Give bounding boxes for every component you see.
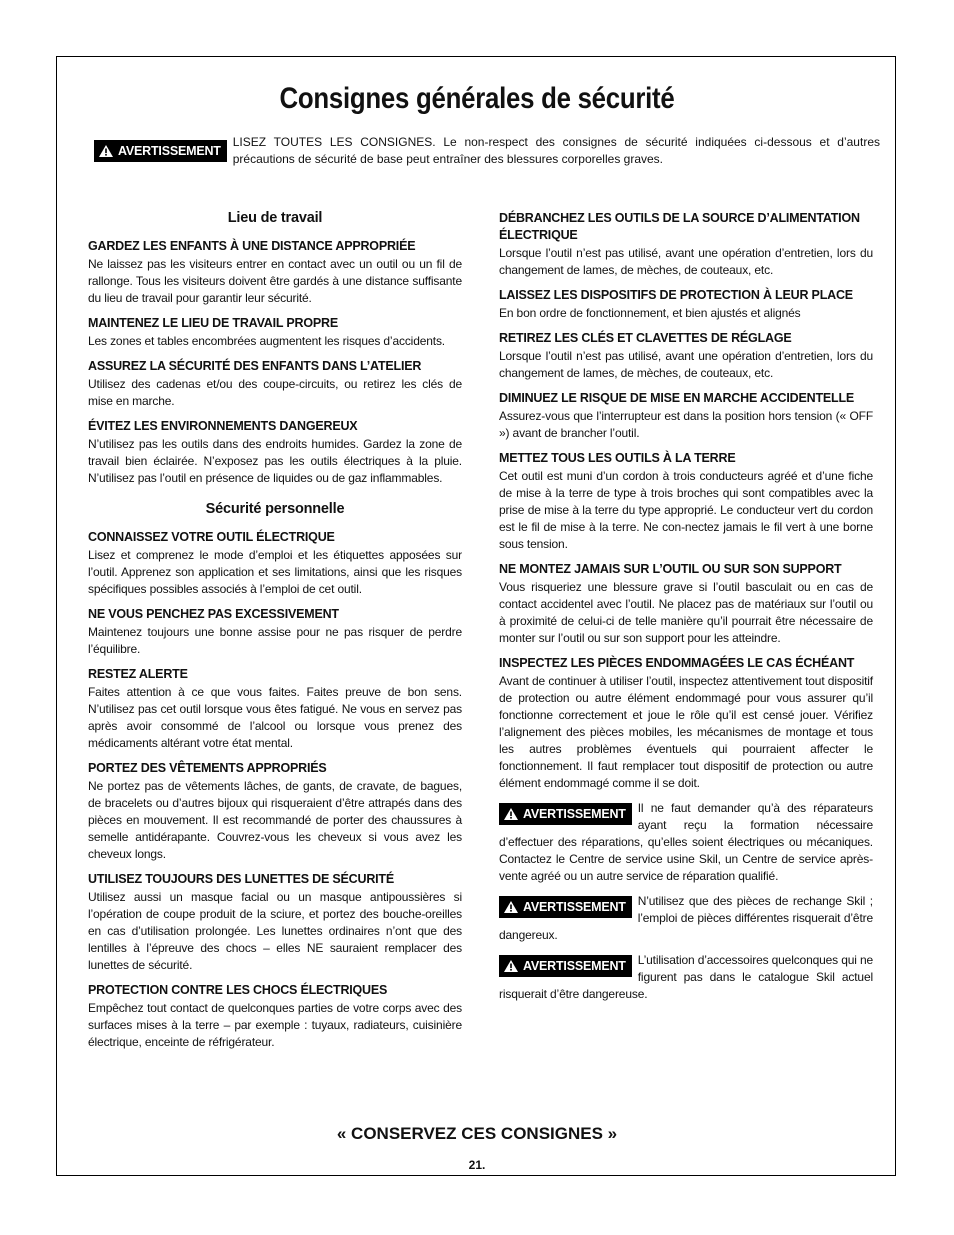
section-block: [499, 450, 873, 553]
warning-badge: [499, 955, 632, 977]
section-heading: INSPECTEZ LES PIÈCES ENDOMMAGÉES LE CAS ÉCHÉANT: [499, 656, 855, 670]
section-text: Utilisez aussi un masque facial ou un masque antipoussières si l’opération de coupe produit de la sciure, et portez des bouche-oreilles en cas d’utilisation prolongée. Les lunettes ordinaires n’ont que des lentilles à l’épreuve des chocs – elles NE sauraient remplacer des lunettes de sécurité.: [88, 890, 462, 972]
section-text: Assurez-vous que l’interrupteur est dans la position hors tension (« OFF ») avant de brancher l’outil.: [499, 409, 873, 440]
section-heading: RESTEZ ALERTE: [88, 667, 188, 681]
section-block: [88, 358, 462, 410]
section-text: Vous risqueriez une blessure grave si l’outil basculait ou en cas de contact accidentel avec l’outil. Ne placez pas de matériaux sur l’outil ou à proximité de celui-ci de telle manière qu’il pourrait être nécessaire de monter sur l’outil ou sur son support pour les atteindre.: [499, 580, 873, 645]
warning-text: Il ne faut demander qu’à des réparateurs ayant reçu la formation nécessaire d’effectuer des réparations, qu’elles soient électriques ou mécaniques. Contactez le Centre de service usine Skil, un Centre de service après-vente agréé ou un autre service de réparation qualifié.: [499, 801, 873, 883]
warning-box: [499, 800, 873, 885]
warning-triangle-icon: [504, 960, 518, 972]
section-text: Cet outil est muni d’un cordon à trois conducteurs agréé et d’une fiche de mise à la terre de type à trois broches qui sont compatibles avec la prise de mise à la terre du type approprié. Le conducteur vert du cordon est le fil de mise à la terre. Ne con-nectez jamais le fil vert à une borne sous tension.: [499, 469, 873, 551]
section-block: [499, 287, 873, 322]
section-block: [499, 655, 873, 792]
page-title: Consignes générales de sécurité: [279, 82, 675, 115]
section-text: Lisez et comprenez le mode d’emploi et les étiquettes apposées sur l’outil. Apprenez son application et ses limitations, ainsi que les risques spécifiques possibles associés à l’emploi de cet outil.: [88, 548, 462, 596]
section-heading: ÉVITEZ LES ENVIRONNEMENTS DANGEREUX: [88, 419, 358, 433]
section-block: [88, 238, 462, 307]
right-column: [499, 210, 873, 1009]
section-heading: LAISSEZ LES DISPOSITIFS DE PROTECTION À LEUR PLACE: [499, 288, 853, 302]
section-text: Maintenez toujours une bonne assise pour ne pas risquer de perdre l’équilibre.: [88, 625, 462, 656]
section-text: Lorsque l’outil n’est pas utilisé, avant une opération d’entretien, lors du changement de lames, de mèches, de couteaux, etc.: [499, 349, 873, 380]
section-block: [499, 561, 873, 647]
section-text: Empêchez tout contact de quelconques parties de votre corps avec des surfaces mises à la terre – par exemple : tuyaux, radiateurs, cuisinière électrique, enceinte de réfrigérateur.: [88, 1001, 462, 1049]
heading-work-area: Lieu de travail: [227, 210, 323, 226]
section-heading: RETIREZ LES CLÉS ET CLAVETTES DE RÉGLAGE: [499, 331, 792, 345]
section-text: Faites attention à ce que vous faites. Faites preuve de bon sens. N’utilisez pas cet outil lorsque vous êtes fatigué. Ne vous en servez pas après avoir consommé de l’alcool ou lorsque vous prenez des médicaments altérant votre état mental.: [88, 685, 462, 750]
section-heading: METTEZ TOUS LES OUTILS À LA TERRE: [499, 451, 736, 465]
section-block: [88, 315, 462, 350]
section-block: [499, 210, 873, 279]
section-text: N’utilisez pas les outils dans des endroits humides. Gardez la zone de travail bien éclairée. N’exposez pas les outils électriques à la pluie. N’utilisez pas l’outil en présence de liquides ou de gaz inflammables.: [88, 437, 462, 485]
section-heading: PORTEZ DES VÊTEMENTS APPROPRIÉS: [88, 761, 327, 775]
section-heading: NE MONTEZ JAMAIS SUR L’OUTIL OU SUR SON SUPPORT: [499, 562, 842, 576]
warning-box: [499, 952, 873, 1003]
warning-text: N’utilisez que des pièces de rechange Skil ; l’emploi de pièces différentes risquerait d’être dangereux.: [499, 894, 873, 942]
warning-badge: [499, 803, 632, 825]
warning-label: AVERTISSEMENT: [118, 144, 221, 158]
page-number: 21.: [468, 1158, 486, 1172]
section-block: [499, 390, 873, 442]
section-block: [88, 666, 462, 752]
section-heading: DIMINUEZ LE RISQUE DE MISE EN MARCHE ACCIDENTELLE: [499, 391, 855, 405]
section-text: Avant de continuer à utiliser l’outil, inspectez attentivement tout dispositif de protection ou autre élément endommagé pour vous assurer qu’il fonctionne correctement et joue le rôle qu’il est censé jouer. Vérifiez l’alignement des pièces mobiles, les mécanismes de montage et tous les autres problèmes éventuels qui pourraient affecter le fonctionnement. Il faut remplacer tout dispositif de protection ou autre élément endommagé comme il se doit.: [499, 674, 873, 790]
warning-label: AVERTISSEMENT: [523, 807, 626, 821]
keep-instructions: « CONSERVEZ CES CONSIGNES »: [336, 1124, 618, 1143]
section-text: Les zones et tables encombrées augmentent les risques d’accidents.: [88, 334, 445, 348]
warning-box: [499, 893, 873, 944]
section-heading: GARDEZ LES ENFANTS À UNE DISTANCE APPROPRIÉE: [88, 239, 416, 253]
left-column: [88, 210, 462, 1059]
intro-warning: [94, 134, 880, 168]
section-text: Lorsque l’outil n’est pas utilisé, avant une opération d’entretien, lors du changement de lames, de mèches, de couteaux, etc.: [499, 246, 873, 277]
warning-triangle-icon: [504, 808, 518, 820]
section-block: [88, 871, 462, 974]
section-heading: CONNAISSEZ VOTRE OUTIL ÉLECTRIQUE: [88, 530, 335, 544]
section-text: Ne laissez pas les visiteurs entrer en contact avec un outil ou un fil de rallonge. Tous les visiteurs doivent être gardés à une distance suffisante du lieu de travail pour garantir leur sécurité.: [88, 257, 462, 305]
section-heading: PROTECTION CONTRE LES CHOCS ÉLECTRIQUES: [88, 983, 388, 997]
warning-badge: [499, 896, 632, 918]
warning-label: AVERTISSEMENT: [523, 900, 626, 914]
warning-text: L’utilisation d’accessoires quelconques qui ne figurent pas dans le catalogue Skil actuel risquerait d’être dangereuse.: [499, 953, 874, 1001]
section-heading: NE VOUS PENCHEZ PAS EXCESSIVEMENT: [88, 607, 339, 621]
heading-personal-safety: Sécurité personnelle: [205, 501, 345, 517]
section-heading: DÉBRANCHEZ LES OUTILS DE LA SOURCE D’ALIMENTATION ÉLECTRIQUE: [499, 211, 860, 242]
section-block: [88, 606, 462, 658]
section-block: [88, 418, 462, 487]
section-block: [88, 760, 462, 863]
warning-triangle-icon: [504, 901, 518, 913]
section-block: [88, 529, 462, 598]
section-heading: MAINTENEZ LE LIEU DE TRAVAIL PROPRE: [88, 316, 338, 330]
section-heading: UTILISEZ TOUJOURS DES LUNETTES DE SÉCURITÉ: [88, 872, 394, 886]
section-block: [88, 982, 462, 1051]
warning-label: AVERTISSEMENT: [523, 959, 626, 973]
intro-text: LISEZ TOUTES LES CONSIGNES. Le non-respect des consignes de sécurité indiquées ci-dessous et d’autres précautions de sécurité de base peut entraîner des blessures corporelles graves.: [232, 135, 880, 166]
section-text: Ne portez pas de vêtements lâches, de gants, de cravate, de bagues, de bracelets ou d’autres bijoux qui risqueraient d’être attrapés dans des pièces en mouvement. Il est recommandé de porter des chaussures à semelle antidérapante. Couvrez-vous les cheveux si vous avez les cheveux longs.: [88, 779, 462, 861]
section-text: En bon ordre de fonctionnement, et bien ajustés et alignés: [499, 306, 801, 320]
section-text: Utilisez des cadenas et/ou des coupe-circuits, ou retirez les clés de mise en marche.: [88, 377, 462, 408]
section-block: [499, 330, 873, 382]
warning-triangle-icon: [99, 145, 113, 157]
section-heading: ASSUREZ LA SÉCURITÉ DES ENFANTS DANS L’ATELIER: [88, 359, 422, 373]
warning-badge: [94, 140, 227, 162]
